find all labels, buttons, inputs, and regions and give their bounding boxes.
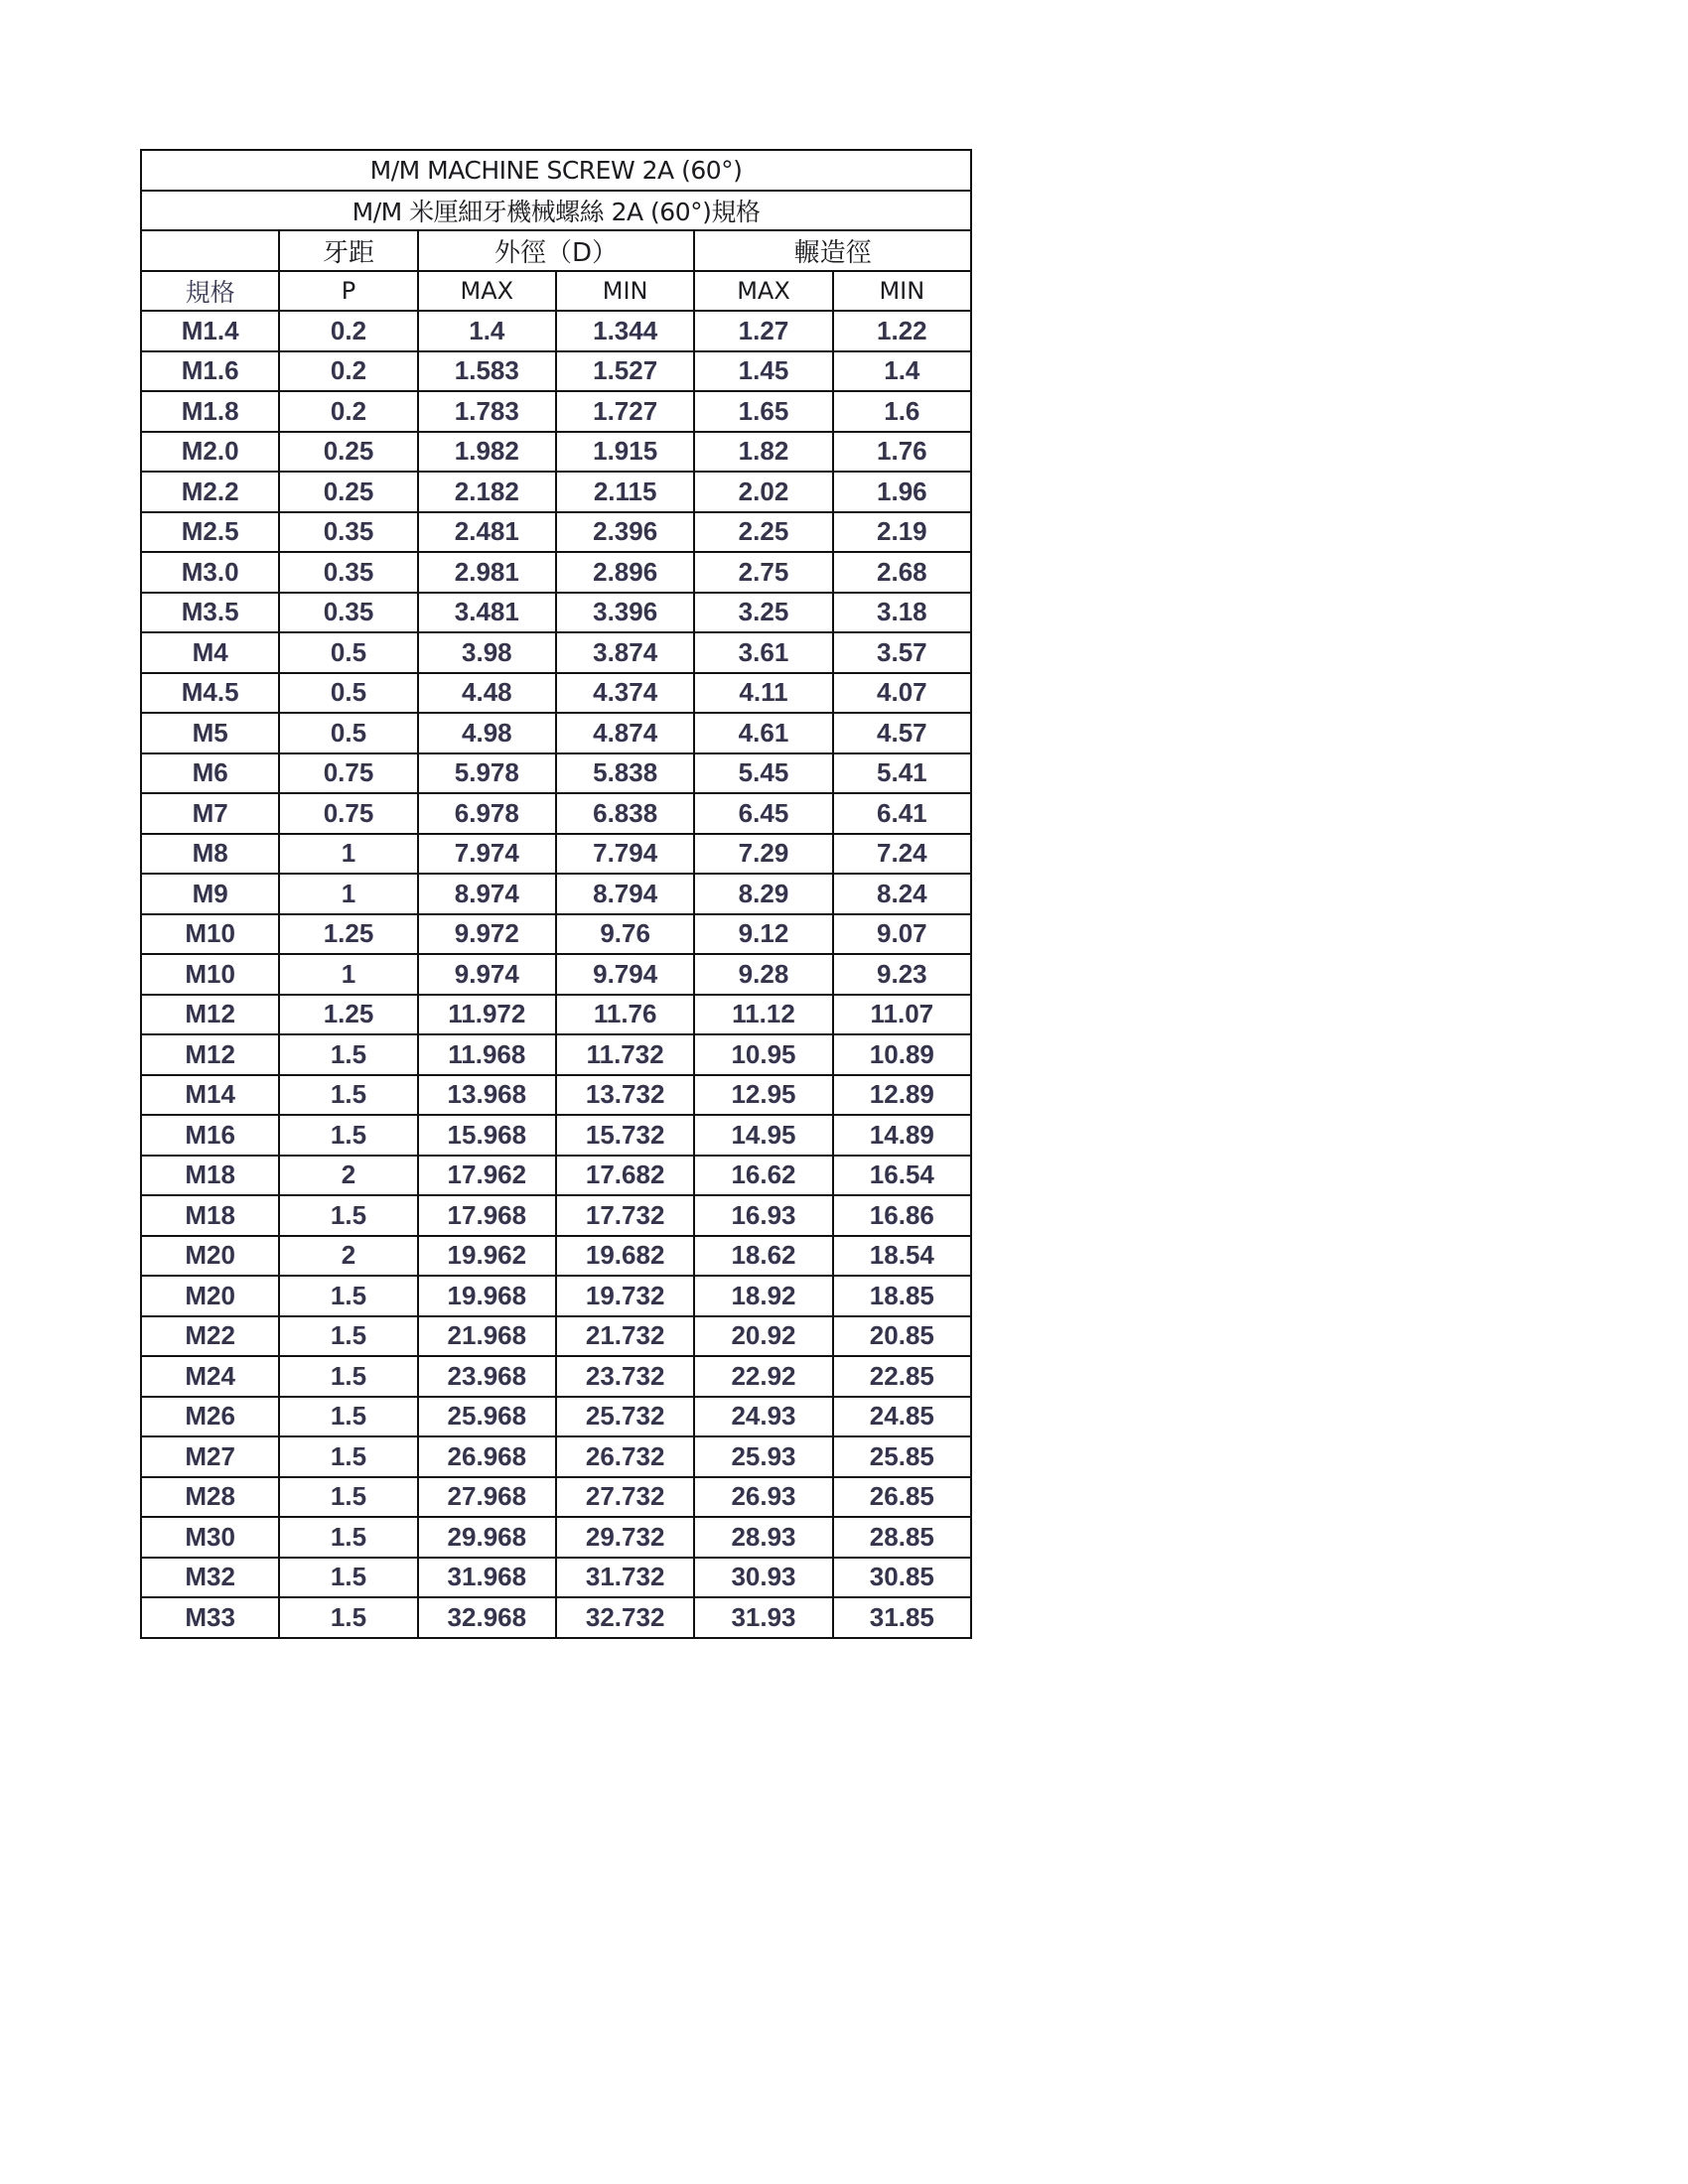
spec-cell: M27	[141, 1436, 279, 1477]
rd-min-cell: 4.07	[833, 673, 971, 714]
spec-cell: M28	[141, 1477, 279, 1518]
od-min-cell: 11.732	[556, 1034, 694, 1075]
spec-cell: M33	[141, 1597, 279, 1638]
rd-min-cell: 9.07	[833, 914, 971, 955]
od-min-cell: 3.396	[556, 593, 694, 633]
spec-cell: M2.0	[141, 432, 279, 473]
pitch-cell: 2	[279, 1156, 417, 1196]
od-max-cell: 2.981	[418, 552, 556, 593]
spec-cell: M16	[141, 1115, 279, 1156]
sub-header-row	[141, 271, 971, 312]
od-max-cell: 4.98	[418, 713, 556, 753]
od-max-cell: 4.48	[418, 673, 556, 714]
rd-max-cell: 5.45	[694, 753, 832, 794]
table-row	[141, 632, 971, 673]
rd-min-cell: 1.76	[833, 432, 971, 473]
pitch-cell: 1	[279, 874, 417, 914]
spec-cell: M10	[141, 954, 279, 995]
od-max-cell: 21.968	[418, 1316, 556, 1357]
spec-cell: M5	[141, 713, 279, 753]
rd-max-cell: 24.93	[694, 1397, 832, 1437]
pitch-cell: 1.5	[279, 1316, 417, 1357]
rd-max-cell: 1.65	[694, 391, 832, 432]
rd-min-cell: 16.86	[833, 1195, 971, 1236]
od-min-cell: 7.794	[556, 834, 694, 875]
od-max-cell: 19.962	[418, 1236, 556, 1277]
rd-max-cell: 3.61	[694, 632, 832, 673]
od-min-cell: 31.732	[556, 1558, 694, 1598]
od-max-cell: 3.481	[418, 593, 556, 633]
od-max-cell: 19.968	[418, 1276, 556, 1316]
pitch-cell: 0.35	[279, 593, 417, 633]
od-max-cell: 17.962	[418, 1156, 556, 1196]
od-max-cell: 2.182	[418, 472, 556, 512]
od-max-cell: 11.968	[418, 1034, 556, 1075]
rd-max-cell: 28.93	[694, 1517, 832, 1558]
table-row	[141, 834, 971, 875]
pitch-cell: 0.5	[279, 632, 417, 673]
rd-min-cell: 2.19	[833, 512, 971, 553]
table-row	[141, 673, 971, 714]
table-row	[141, 713, 971, 753]
spec-cell: M1.4	[141, 311, 279, 351]
od-max-cell: 26.968	[418, 1436, 556, 1477]
table-row	[141, 1397, 971, 1437]
rd-max-cell: 30.93	[694, 1558, 832, 1598]
od-min-cell: 21.732	[556, 1316, 694, 1357]
od-max-cell: 27.968	[418, 1477, 556, 1518]
spec-cell: M18	[141, 1156, 279, 1196]
rd-max-cell: 10.95	[694, 1034, 832, 1075]
rd-min-cell: 26.85	[833, 1477, 971, 1518]
rd-max-cell: 12.95	[694, 1075, 832, 1116]
table-row	[141, 1236, 971, 1277]
table-row	[141, 391, 971, 432]
spec-cell: M6	[141, 753, 279, 794]
od-min-cell: 2.115	[556, 472, 694, 512]
rd-min-cell: 1.22	[833, 311, 971, 351]
rd-max-cell: 1.27	[694, 311, 832, 351]
rd-min-header: MIN	[833, 271, 971, 312]
pitch-cell: 0.5	[279, 713, 417, 753]
od-min-cell: 1.915	[556, 432, 694, 473]
spec-cell: M9	[141, 874, 279, 914]
od-min-cell: 4.374	[556, 673, 694, 714]
spec-cell: M1.8	[141, 391, 279, 432]
table-row	[141, 593, 971, 633]
od-max-cell: 1.4	[418, 311, 556, 351]
rd-min-cell: 6.41	[833, 793, 971, 834]
table-row	[141, 1517, 971, 1558]
rd-max-cell: 9.28	[694, 954, 832, 995]
od-min-cell: 6.838	[556, 793, 694, 834]
spec-column-header: 規格	[141, 271, 279, 312]
table-row	[141, 753, 971, 794]
rd-max-cell: 18.92	[694, 1276, 832, 1316]
od-min-cell: 1.727	[556, 391, 694, 432]
pitch-p-header: P	[279, 271, 417, 312]
od-min-cell: 17.682	[556, 1156, 694, 1196]
rd-max-cell: 2.02	[694, 472, 832, 512]
od-min-cell: 1.344	[556, 311, 694, 351]
pitch-cell: 1.5	[279, 1558, 417, 1598]
table-title-en: M/M MACHINE SCREW 2A (60°)	[141, 150, 971, 191]
pitch-cell: 0.75	[279, 793, 417, 834]
spec-cell: M1.6	[141, 351, 279, 392]
rd-min-cell: 4.57	[833, 713, 971, 753]
table-title-zh: M/M 米厘細牙機械螺絲 2A (60°)規格	[141, 191, 971, 231]
rd-min-cell: 9.23	[833, 954, 971, 995]
od-min-cell: 13.732	[556, 1075, 694, 1116]
rd-min-cell: 18.85	[833, 1276, 971, 1316]
od-min-cell: 27.732	[556, 1477, 694, 1518]
od-min-cell: 15.732	[556, 1115, 694, 1156]
pitch-cell: 1.5	[279, 1276, 417, 1316]
title-row-en	[141, 150, 971, 191]
pitch-cell: 1.25	[279, 914, 417, 955]
spec-cell: M26	[141, 1397, 279, 1437]
table-row	[141, 793, 971, 834]
pitch-cell: 1.5	[279, 1436, 417, 1477]
od-min-cell: 4.874	[556, 713, 694, 753]
pitch-cell: 0.75	[279, 753, 417, 794]
table-row	[141, 1115, 971, 1156]
od-min-cell: 9.76	[556, 914, 694, 955]
rd-min-cell: 7.24	[833, 834, 971, 875]
spec-cell: M4	[141, 632, 279, 673]
od-min-cell: 26.732	[556, 1436, 694, 1477]
rd-min-cell: 20.85	[833, 1316, 971, 1357]
rd-max-cell: 4.11	[694, 673, 832, 714]
pitch-cell: 0.25	[279, 432, 417, 473]
od-min-cell: 5.838	[556, 753, 694, 794]
table-row	[141, 1276, 971, 1316]
rd-min-cell: 3.18	[833, 593, 971, 633]
pitch-cell: 2	[279, 1236, 417, 1277]
od-min-cell: 9.794	[556, 954, 694, 995]
rd-max-cell: 4.61	[694, 713, 832, 753]
pitch-cell: 1.5	[279, 1517, 417, 1558]
table-row	[141, 1034, 971, 1075]
spec-sheet	[140, 149, 970, 1639]
pitch-cell: 0.35	[279, 552, 417, 593]
od-max-cell: 7.974	[418, 834, 556, 875]
od-min-cell: 11.76	[556, 995, 694, 1035]
table-row	[141, 1356, 971, 1397]
spec-cell: M30	[141, 1517, 279, 1558]
outer-diameter-group-header: 外徑（D）	[418, 230, 695, 271]
od-max-cell: 31.968	[418, 1558, 556, 1598]
spec-cell: M22	[141, 1316, 279, 1357]
table-row	[141, 1075, 971, 1116]
rd-min-cell: 8.24	[833, 874, 971, 914]
spec-cell: M8	[141, 834, 279, 875]
od-max-cell: 25.968	[418, 1397, 556, 1437]
rd-min-cell: 22.85	[833, 1356, 971, 1397]
table-row	[141, 954, 971, 995]
od-max-cell: 9.974	[418, 954, 556, 995]
od-min-cell: 32.732	[556, 1597, 694, 1638]
table-row	[141, 432, 971, 473]
od-max-cell: 9.972	[418, 914, 556, 955]
table-row	[141, 351, 971, 392]
od-max-cell: 8.974	[418, 874, 556, 914]
table-row	[141, 1558, 971, 1598]
rd-max-cell: 18.62	[694, 1236, 832, 1277]
od-max-cell: 1.982	[418, 432, 556, 473]
rd-max-cell: 14.95	[694, 1115, 832, 1156]
od-max-cell: 11.972	[418, 995, 556, 1035]
od-min-cell: 2.896	[556, 552, 694, 593]
pitch-cell: 1.5	[279, 1356, 417, 1397]
rd-min-cell: 11.07	[833, 995, 971, 1035]
od-min-cell: 3.874	[556, 632, 694, 673]
rd-max-cell: 1.45	[694, 351, 832, 392]
spec-table-body	[141, 150, 971, 1638]
table-row	[141, 311, 971, 351]
rd-min-cell: 25.85	[833, 1436, 971, 1477]
table-row	[141, 914, 971, 955]
od-min-cell: 19.732	[556, 1276, 694, 1316]
table-row	[141, 995, 971, 1035]
od-max-cell: 29.968	[418, 1517, 556, 1558]
od-max-cell: 6.978	[418, 793, 556, 834]
od-min-cell: 2.396	[556, 512, 694, 553]
spec-cell: M32	[141, 1558, 279, 1598]
rd-min-cell: 10.89	[833, 1034, 971, 1075]
rd-max-cell: 1.82	[694, 432, 832, 473]
table-row	[141, 472, 971, 512]
spec-cell: M20	[141, 1236, 279, 1277]
spec-cell: M7	[141, 793, 279, 834]
spec-cell: M12	[141, 1034, 279, 1075]
spec-cell: M3.5	[141, 593, 279, 633]
rd-max-header: MAX	[694, 271, 832, 312]
pitch-cell: 1.5	[279, 1034, 417, 1075]
spec-cell: M3.0	[141, 552, 279, 593]
od-min-cell: 25.732	[556, 1397, 694, 1437]
pitch-cell: 1.25	[279, 995, 417, 1035]
spec-cell: M14	[141, 1075, 279, 1116]
rd-max-cell: 11.12	[694, 995, 832, 1035]
pitch-cell: 1.5	[279, 1397, 417, 1437]
od-max-cell: 17.968	[418, 1195, 556, 1236]
table-row	[141, 1477, 971, 1518]
rd-min-cell: 5.41	[833, 753, 971, 794]
rd-min-cell: 1.6	[833, 391, 971, 432]
pitch-cell: 1	[279, 834, 417, 875]
rd-min-cell: 16.54	[833, 1156, 971, 1196]
spec-cell: M2.2	[141, 472, 279, 512]
rd-min-cell: 1.4	[833, 351, 971, 392]
spec-header-blank	[141, 230, 279, 271]
od-max-cell: 5.978	[418, 753, 556, 794]
spec-cell: M12	[141, 995, 279, 1035]
pitch-cell: 0.35	[279, 512, 417, 553]
od-min-cell: 8.794	[556, 874, 694, 914]
rolling-diameter-group-header: 輾造徑	[694, 230, 971, 271]
od-max-header: MAX	[418, 271, 556, 312]
rd-min-cell: 1.96	[833, 472, 971, 512]
table-row	[141, 1436, 971, 1477]
od-min-cell: 29.732	[556, 1517, 694, 1558]
rd-max-cell: 7.29	[694, 834, 832, 875]
spec-cell: M20	[141, 1276, 279, 1316]
spec-cell: M4.5	[141, 673, 279, 714]
rd-max-cell: 16.62	[694, 1156, 832, 1196]
table-row	[141, 1195, 971, 1236]
rd-min-cell: 12.89	[833, 1075, 971, 1116]
pitch-cell: 0.25	[279, 472, 417, 512]
od-max-cell: 23.968	[418, 1356, 556, 1397]
rd-max-cell: 2.75	[694, 552, 832, 593]
pitch-cell: 1.5	[279, 1115, 417, 1156]
od-min-header: MIN	[556, 271, 694, 312]
pitch-cell: 1	[279, 954, 417, 995]
table-row	[141, 1156, 971, 1196]
od-max-cell: 1.783	[418, 391, 556, 432]
od-max-cell: 13.968	[418, 1075, 556, 1116]
spec-cell: M18	[141, 1195, 279, 1236]
rd-max-cell: 25.93	[694, 1436, 832, 1477]
pitch-cell: 0.2	[279, 351, 417, 392]
spec-cell: M2.5	[141, 512, 279, 553]
spec-cell: M24	[141, 1356, 279, 1397]
pitch-cell: 1.5	[279, 1195, 417, 1236]
spec-cell: M10	[141, 914, 279, 955]
pitch-cell: 0.2	[279, 391, 417, 432]
rd-min-cell: 18.54	[833, 1236, 971, 1277]
od-min-cell: 23.732	[556, 1356, 694, 1397]
rd-max-cell: 16.93	[694, 1195, 832, 1236]
pitch-cell: 1.5	[279, 1477, 417, 1518]
od-min-cell: 19.682	[556, 1236, 694, 1277]
od-max-cell: 32.968	[418, 1597, 556, 1638]
rd-max-cell: 6.45	[694, 793, 832, 834]
od-max-cell: 2.481	[418, 512, 556, 553]
rd-max-cell: 31.93	[694, 1597, 832, 1638]
rd-min-cell: 28.85	[833, 1517, 971, 1558]
rd-max-cell: 9.12	[694, 914, 832, 955]
pitch-group-header: 牙距	[279, 230, 417, 271]
table-row	[141, 552, 971, 593]
pitch-cell: 1.5	[279, 1075, 417, 1116]
table-row	[141, 1316, 971, 1357]
rd-min-cell: 31.85	[833, 1597, 971, 1638]
rd-max-cell: 8.29	[694, 874, 832, 914]
od-min-cell: 1.527	[556, 351, 694, 392]
rd-max-cell: 3.25	[694, 593, 832, 633]
rd-min-cell: 24.85	[833, 1397, 971, 1437]
table-row	[141, 874, 971, 914]
title-row-zh	[141, 191, 971, 231]
table-row	[141, 1597, 971, 1638]
pitch-cell: 0.2	[279, 311, 417, 351]
pitch-cell: 0.5	[279, 673, 417, 714]
rd-min-cell: 2.68	[833, 552, 971, 593]
pitch-cell: 1.5	[279, 1597, 417, 1638]
od-min-cell: 17.732	[556, 1195, 694, 1236]
od-max-cell: 1.583	[418, 351, 556, 392]
rd-max-cell: 26.93	[694, 1477, 832, 1518]
spec-table	[140, 149, 972, 1639]
rd-min-cell: 3.57	[833, 632, 971, 673]
rd-max-cell: 22.92	[694, 1356, 832, 1397]
rd-min-cell: 14.89	[833, 1115, 971, 1156]
rd-max-cell: 20.92	[694, 1316, 832, 1357]
table-row	[141, 512, 971, 553]
od-max-cell: 15.968	[418, 1115, 556, 1156]
rd-max-cell: 2.25	[694, 512, 832, 553]
od-max-cell: 3.98	[418, 632, 556, 673]
group-header-row	[141, 230, 971, 271]
rd-min-cell: 30.85	[833, 1558, 971, 1598]
